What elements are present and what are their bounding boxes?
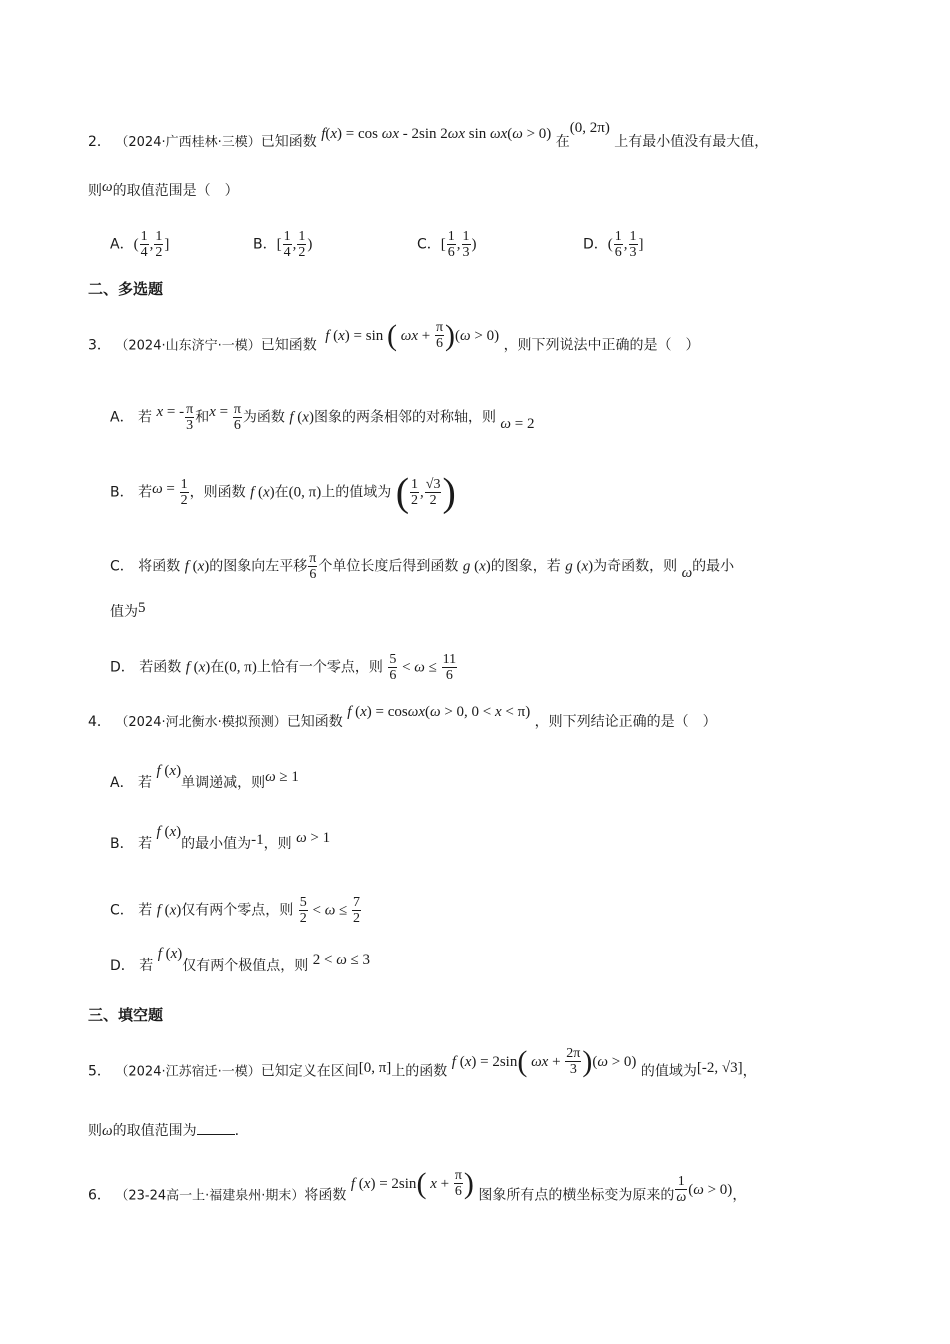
q6-source: （23-24高一上·福建泉州·期末）: [115, 1188, 305, 1204]
q3-number: 3．: [88, 337, 111, 354]
q2-line2: [88, 181, 239, 201]
q3-option-c[interactable]: C． 将函数 f (x)的图象向左平移 $\frac{\pi}{6}$ 个单位长度后得到函数 g (x)的图象，若 g (x)为奇函数，则 ω的最小: [110, 551, 735, 582]
q4-text: 已知函数: [286, 714, 343, 730]
q3-text: ，则下列说法中正确的是（ ）: [503, 337, 700, 354]
q6-formula: f (x) = 2sin( x + $\frac{\pi}{6}$ ): [350, 1166, 474, 1200]
q2-option-d[interactable]: D．( $\frac{1}{6}$ , $\frac{1}{3}$ ]: [583, 229, 644, 260]
q2-options: [110, 227, 710, 261]
q5-text: 已知定义在区间: [260, 1063, 359, 1080]
q4-line1: [88, 704, 717, 733]
q6-number: 6．: [88, 1187, 111, 1204]
q4-option-d[interactable]: D． 若 f (x)仅有两个极值点，则 2 < ω ≤ 3: [110, 946, 371, 974]
q4-option-c[interactable]: C． 若 f (x)仅有两个零点，则 $\frac{5}{2}$ < ω ≤ $\frac{7}{2}$: [110, 895, 361, 926]
q5-source: （2024·江苏宿迁·一模）: [115, 1064, 261, 1080]
q3-option-a[interactable]: A． 若 x = - $\frac{\pi}{3}$ 和x = $\frac{\pi}{6}$ 为函数 f (x)图象的两条相邻的对称轴，则 ω = 2: [110, 402, 535, 433]
q3-text: 已知函数: [260, 337, 317, 354]
q5-line2: 则ω的取值范围为 .: [88, 1120, 239, 1141]
q5-number: 5．: [88, 1063, 111, 1080]
q3-line1: [88, 318, 700, 361]
section-title-fill: 三、填空题: [88, 1006, 164, 1024]
q2-text: 上有最小值没有最大值，: [614, 134, 769, 150]
q3-source: （2024·山东济宁·一模）: [115, 338, 261, 354]
q6-text: 将函数: [304, 1187, 347, 1204]
omega-symbol: ω: [102, 179, 113, 195]
q6-line1: 6． （23-24高一上·福建泉州·期末）将函数 f (x) = 2sin( x + $\frac{\pi}{6}$ ) 图象所有点的横坐标变为原来的 $\frac{1}{\omega}$ (ω > 0)，: [88, 1166, 747, 1205]
q2-text: 在: [555, 134, 570, 150]
q2-text: 则: [88, 183, 102, 199]
q4-source: （2024·河北衡水·模拟预测）: [115, 715, 287, 730]
q2-option-b[interactable]: B．[ $\frac{1}{4}$ , $\frac{1}{2}$ ): [253, 229, 313, 260]
q3-formula: f (x) = sin ( ωx + $\frac{\pi}{6}$ )(ω > 0): [325, 318, 500, 352]
q4-formula: f (x) = cosωx(ω > 0, 0 < x < π): [347, 704, 531, 720]
q2-text: 的取值范围是（ ）: [112, 183, 239, 199]
q4-option-a[interactable]: A． 若 f (x)单调递减，则ω ≥ 1: [110, 763, 299, 791]
q3-option-c-cont: 值为5: [110, 600, 146, 620]
q2-interval: (0, 2π): [569, 120, 610, 136]
q5-text: 上的函数: [391, 1063, 448, 1080]
q4-text: ，则下列结论正确的是（ ）: [534, 714, 717, 730]
q2-number: 2．: [88, 134, 111, 150]
q5-formula: f (x) = 2sin( ωx + $\frac{2\pi}{3}$ )(ω > 0): [451, 1044, 637, 1078]
q2-formula: f: [321, 126, 326, 142]
q6-text: 图象所有点的横坐标变为原来的: [478, 1187, 675, 1204]
q5-line1: 5． （2024·江苏宿迁·一模）已知定义在区间[0, π]上的函数 f (x) = 2sin( ωx + $\frac{2\pi}{3}$ )(ω > 0) 的值域为[-2, √3]，: [88, 1044, 757, 1080]
q2-source: （2024·广西桂林·三模）: [115, 135, 261, 150]
q2-line1: 2． （2024·广西桂林·三模）已知函数 f(x) = cos ωx - 2sin 2ωx sin ωx(ω > 0) 在(0, 2π) 上有最小值没有最大值，: [88, 120, 769, 150]
answer-blank[interactable]: [197, 1120, 235, 1135]
q3-option-b[interactable]: B． 若ω = $\frac{1}{2}$ ，则函数 f (x)在(0, π)上的值域为 ( $\frac{1}{2}$ , $\frac{√3}{2}$ ): [110, 469, 456, 515]
q2-option-c[interactable]: C．[ $\frac{1}{6}$ , $\frac{1}{3}$ ): [417, 229, 477, 260]
section-title-multi: 二、多选题: [88, 280, 164, 298]
q5-text: 的值域为: [640, 1063, 697, 1080]
q2-text: 已知函数: [260, 134, 317, 150]
q4-number: 4．: [88, 714, 111, 730]
q2-option-a[interactable]: A．( $\frac{1}{4}$ , $\frac{1}{2}$ ]: [110, 229, 170, 260]
q4-option-b[interactable]: B． 若 f (x)的最小值为-1，则 ω > 1: [110, 824, 331, 852]
q3-option-d[interactable]: D． 若函数 f (x)在(0, π)上恰有一个零点，则 $\frac{5}{6}$ < ω ≤ $\frac{11}{6}$: [110, 652, 457, 683]
